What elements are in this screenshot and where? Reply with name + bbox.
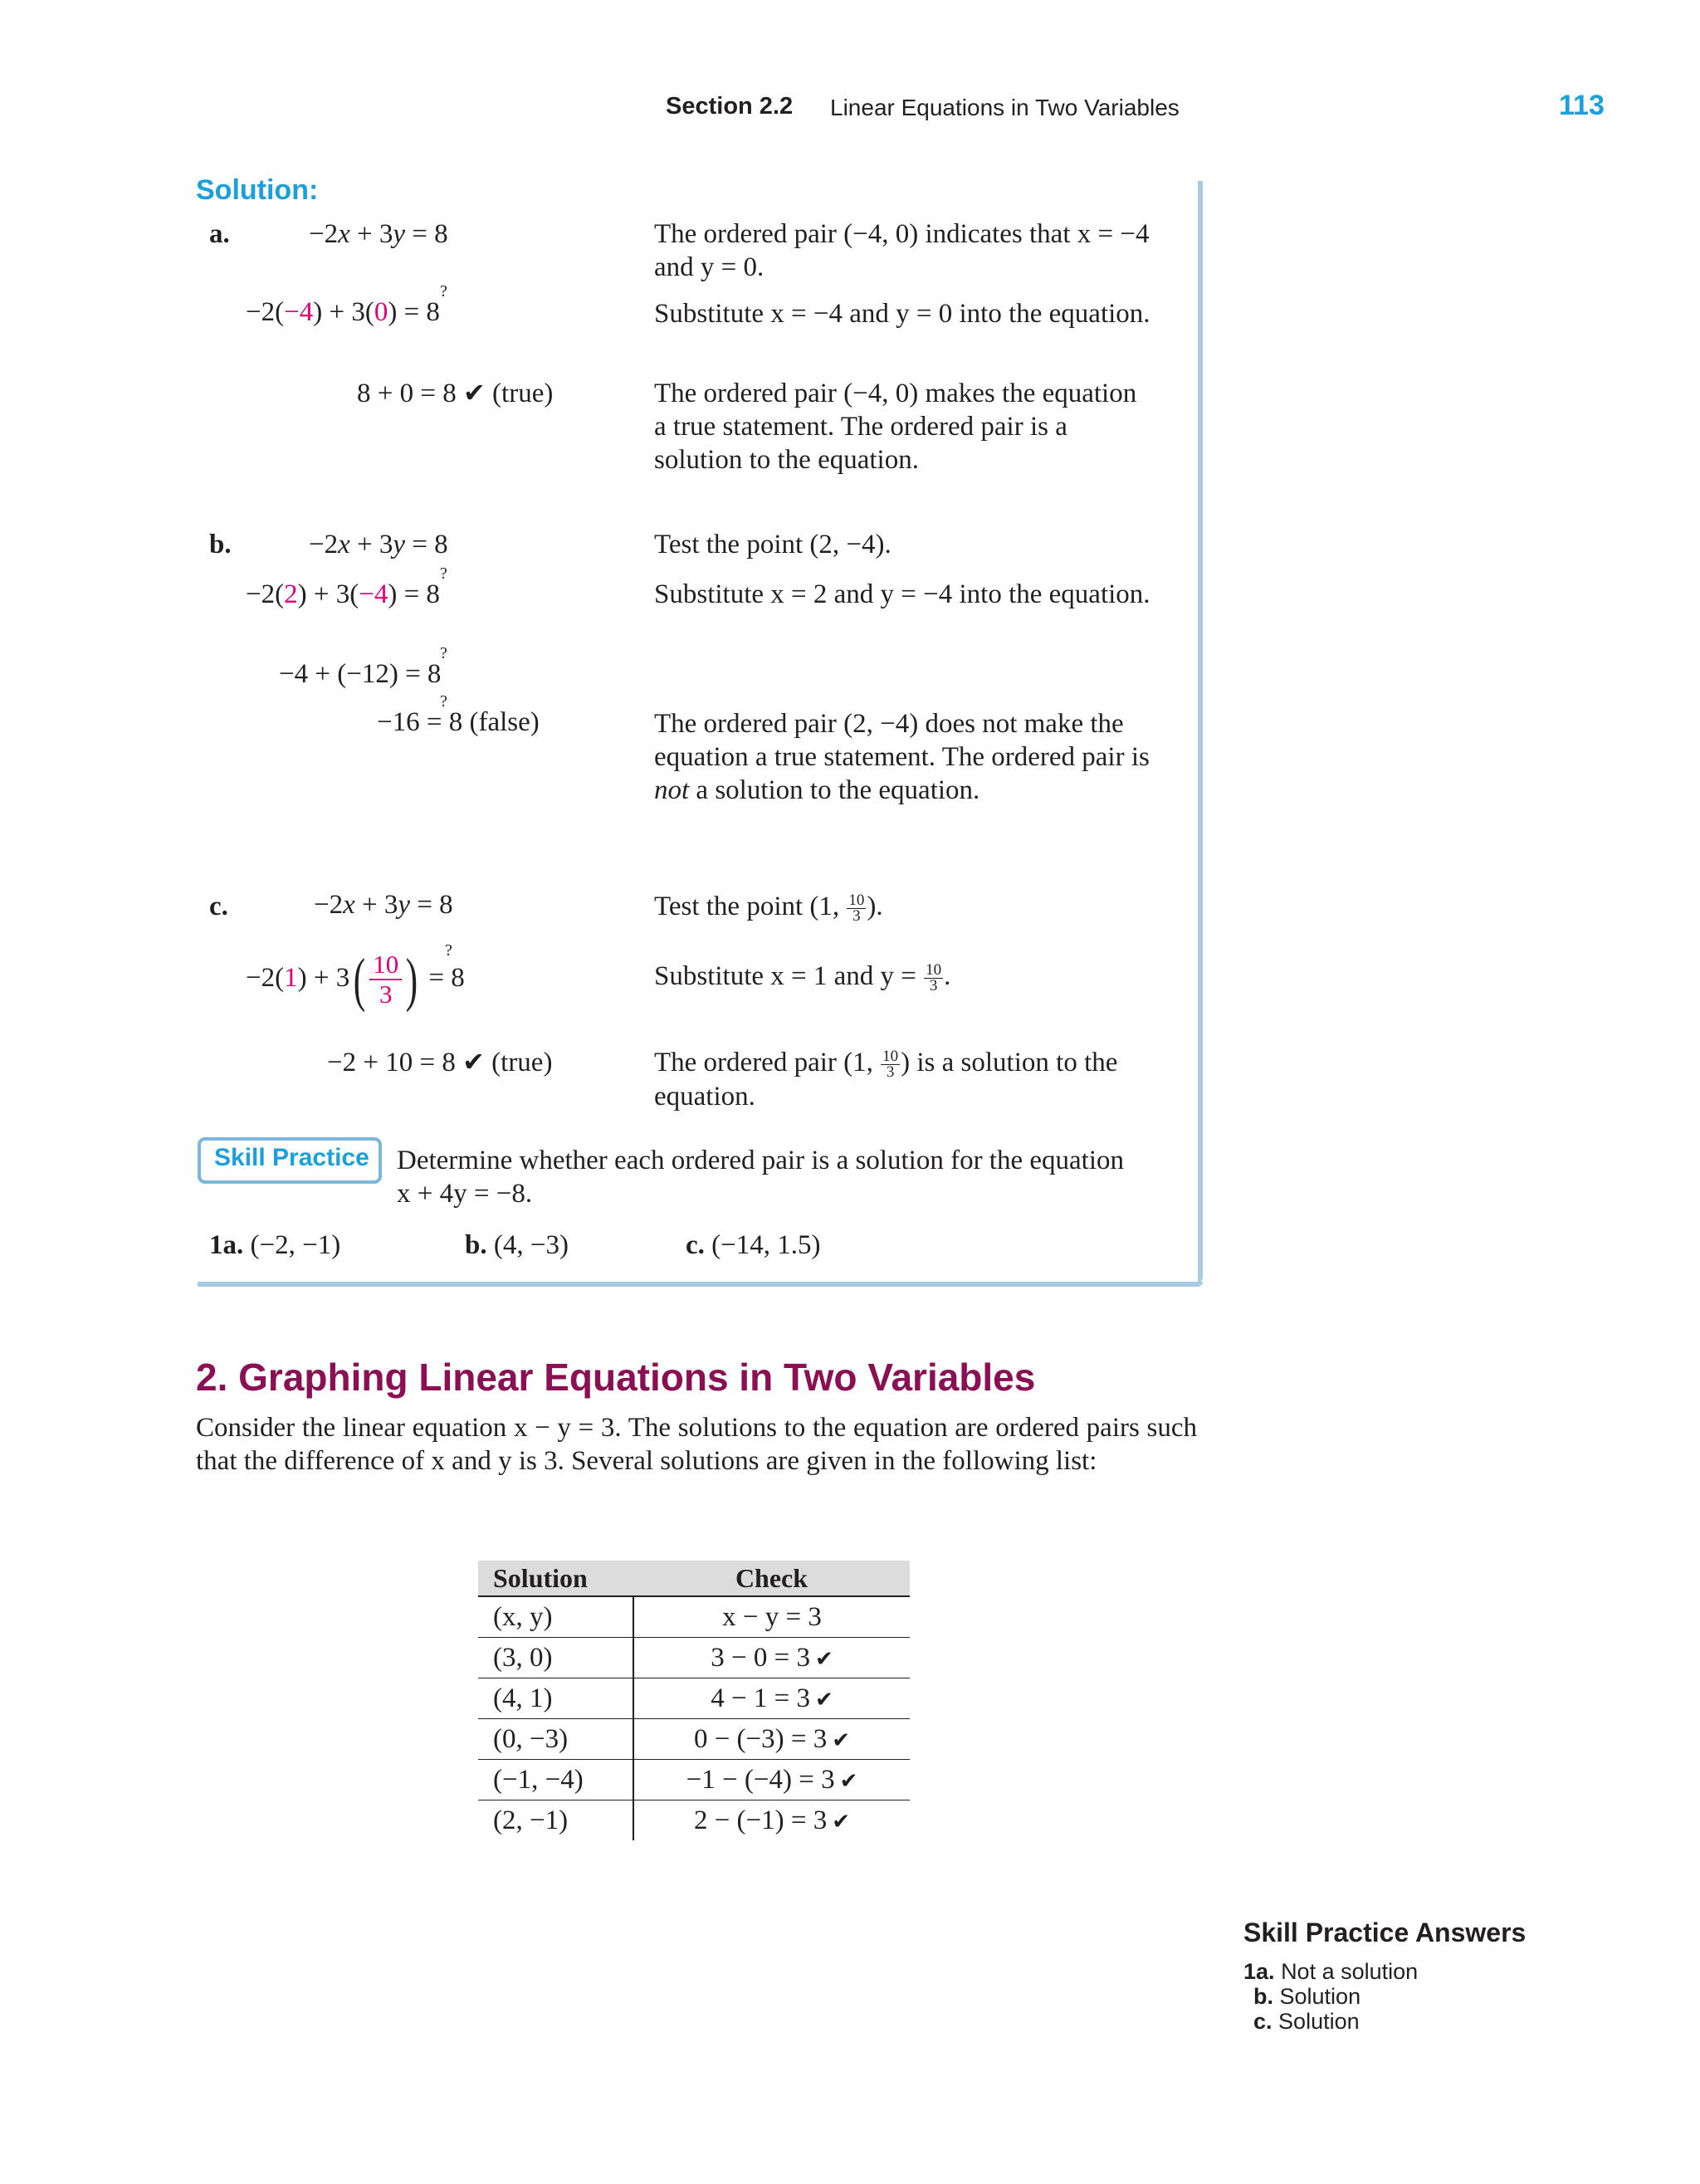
question-mark: ?	[440, 564, 447, 583]
question-mark: ?	[440, 282, 447, 300]
table-row	[478, 1760, 910, 1800]
table-cell-check: 2 − (−1) = 3 ✔	[693, 1805, 851, 1835]
part-c-explain-2: Substitute x = 1 and y = $\frac{10}{3}$ .	[654, 960, 951, 994]
section-heading: 2. Graphing Linear Equations in Two Variables	[196, 1356, 1036, 1399]
part-a-equation: −2x + 3y = 8	[309, 219, 448, 249]
table-header-row	[478, 1561, 910, 1596]
table-cell-solution: (4, 1)	[478, 1678, 633, 1719]
table-row	[478, 1800, 910, 1841]
part-c-result: −2 + 10 = 8 ✔ (true)	[327, 1046, 553, 1077]
table-cell-check: 4 − 1 = 3 ✔	[633, 1678, 910, 1719]
answer-1a: 1a. Not a solution	[1243, 1959, 1419, 1984]
table-cell-solution: (2, −1)	[478, 1800, 633, 1841]
part-b-substitution: −2(2) + 3(−4) = 8	[246, 579, 440, 609]
table-cell-check: −1 − (−4) = 3 ✔	[633, 1760, 910, 1800]
question-mark: ?	[445, 941, 452, 960]
table-cell-solution: (3, 0)	[478, 1638, 633, 1678]
part-c-substitution: −2(1) + 3( $\frac{10}{3}$ ) = 8	[246, 946, 465, 1014]
part-b-equation: −2x + 3y = 8	[309, 530, 448, 559]
part-b-explain-2: Substitute x = 2 and y = −4 into the equation.	[654, 579, 1150, 609]
part-a-explain-1: The ordered pair (−4, 0) indicates that x = −4 and y = 0.	[654, 219, 1150, 282]
checkmark-icon: ✔	[814, 1646, 833, 1672]
part-a-substitution: −2(−4) + 3(0) = 8	[246, 297, 440, 327]
checkmark-icon: ✔	[839, 1768, 858, 1794]
skill-practice-item-b: b. (4, −3)	[465, 1230, 569, 1260]
part-b-explain-4: The ordered pair (2, −4) does not make the equation a true statement. The ordered pair is not a solution to the equation.	[654, 709, 1150, 805]
part-c-equation: −2x + 3y = 8	[314, 890, 453, 920]
skill-practice-item-c: c. (−14, 1.5)	[686, 1230, 821, 1260]
part-b-letter: b.	[209, 530, 232, 559]
table-row	[478, 1719, 910, 1760]
part-c-explain-1: Test the point (1, $\frac{10}{3}$ ).	[654, 891, 883, 925]
checkmark-icon: ✔	[832, 1809, 851, 1835]
table-cell-solution: (0, −3)	[478, 1719, 633, 1760]
table-row	[478, 1638, 910, 1678]
question-mark: ?	[440, 692, 447, 711]
skill-practice-item-1a: 1a. (−2, −1)	[209, 1230, 341, 1260]
section-paragraph: Consider the linear equation x − y = 3. The solutions to the equation are ordered pairs such that the difference of x and y is 3. Several solutions are given in the following list:	[196, 1413, 1197, 1476]
part-a-explain-3: The ordered pair (−4, 0) makes the equation a true statement. The ordered pair is a solution to the equation.	[654, 379, 1137, 475]
checkmark-icon: ✔	[462, 377, 486, 408]
table-cell-check: 0 − (−3) = 3 ✔	[633, 1719, 910, 1760]
table-cell-check: x − y = 3	[633, 1596, 910, 1638]
answer-b: b. Solution	[1253, 1984, 1361, 2009]
checkmark-icon: ✔	[462, 1046, 485, 1077]
part-b-explain-1: Test the point (2, −4).	[654, 530, 892, 559]
table-header-solution: Solution	[478, 1561, 633, 1596]
solution-label: Solution:	[196, 174, 319, 206]
solutions-table	[478, 1561, 910, 1840]
answers-title: Skill Practice Answers	[1243, 1918, 1527, 1947]
part-a-result: 8 + 0 = 8 ✔ (true)	[357, 377, 554, 408]
table-cell-check: 3 − 0 = 3 ✔	[633, 1638, 910, 1678]
part-a-letter: a.	[209, 219, 230, 249]
skill-practice-badge-label: Skill Practice	[214, 1144, 369, 1171]
section-number: Section 2.2	[666, 93, 794, 120]
table-cell-solution: (x, y)	[478, 1596, 633, 1638]
part-c-letter: c.	[209, 892, 228, 921]
checkmark-icon: ✔	[814, 1687, 833, 1713]
solution-box-bottom-border	[198, 1282, 1203, 1287]
part-c-explain-3: The ordered pair (1, $\frac{10}{3}$ ) is a solution to the equation.	[654, 1047, 1118, 1112]
question-mark: ?	[440, 644, 447, 662]
table-header-check: Check	[633, 1561, 910, 1596]
part-a-explain-2: Substitute x = −4 and y = 0 into the equation.	[654, 299, 1150, 329]
answer-c: c. Solution	[1253, 2009, 1360, 2034]
page-number: 113	[1559, 90, 1605, 121]
part-b-step-4: −16 = 8 (false)	[377, 707, 540, 737]
table-row	[478, 1678, 910, 1719]
table-row	[478, 1596, 910, 1638]
checkmark-icon: ✔	[832, 1727, 851, 1753]
skill-practice-prompt: Determine whether each ordered pair is a solution for the equation x + 4y = −8.	[397, 1146, 1124, 1209]
section-title: Linear Equations in Two Variables	[830, 95, 1180, 120]
table-cell-solution: (−1, −4)	[478, 1760, 633, 1800]
part-b-step-3: −4 + (−12) = 8	[279, 659, 442, 689]
solution-box-right-border	[1198, 181, 1203, 1283]
